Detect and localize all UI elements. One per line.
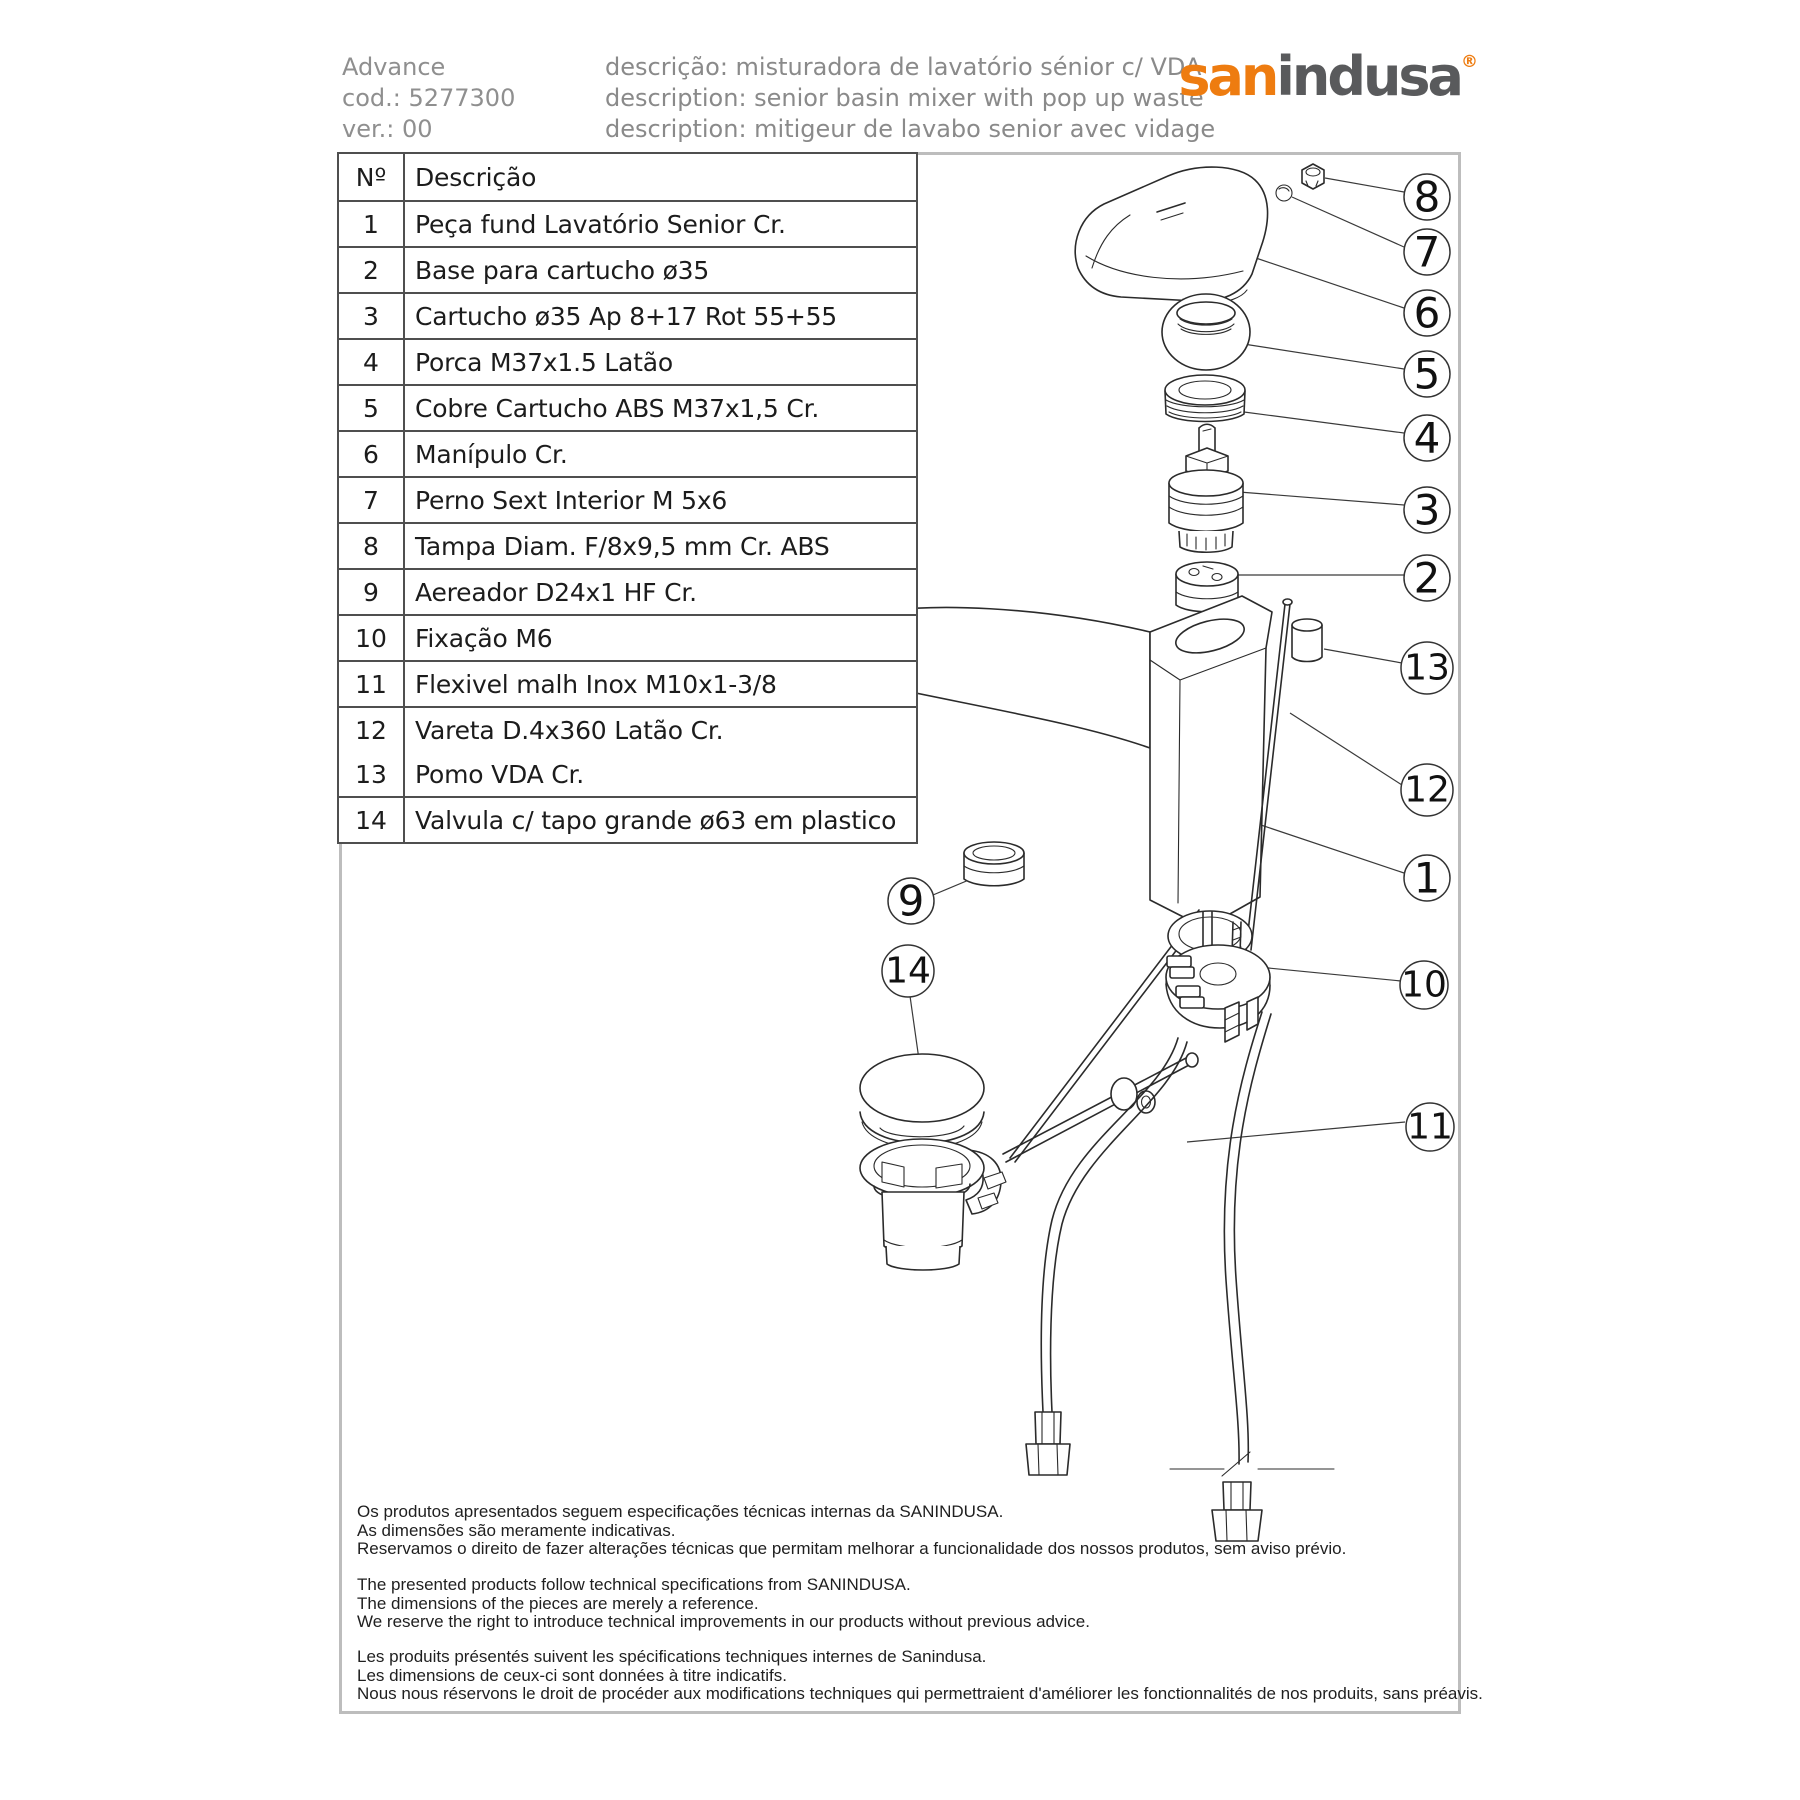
logo-text-orange: san bbox=[1178, 45, 1277, 108]
table-row bbox=[338, 293, 917, 339]
callout-5 bbox=[1404, 350, 1450, 399]
column-header-description: Descrição bbox=[404, 153, 917, 201]
product-name: Advance bbox=[342, 53, 446, 81]
table-row bbox=[338, 523, 917, 569]
part-description: Porca M37x1.5 Latão bbox=[404, 339, 917, 385]
svg-text:1: 1 bbox=[1413, 853, 1441, 903]
footer-notes-en bbox=[357, 1576, 1090, 1632]
footer-line: Les produits présentés suivent les spécifications techniques internes de Sanindusa. bbox=[357, 1647, 987, 1666]
part-description: Perno Sext Interior M 5x6 bbox=[404, 477, 917, 523]
table-row bbox=[338, 247, 917, 293]
callout-2 bbox=[1404, 554, 1450, 603]
table-row bbox=[338, 201, 917, 247]
part-description: Tampa Diam. F/8x9,5 mm Cr. ABS bbox=[404, 523, 917, 569]
part-7-pin-drawing bbox=[1276, 185, 1292, 201]
part-number: 3 bbox=[338, 293, 404, 339]
callout-10 bbox=[1400, 961, 1448, 1009]
part-14-popup-valve-drawing bbox=[860, 1054, 1006, 1270]
footer-line: Les dimensions de ceux-ci sont données à titre indicatifs. bbox=[357, 1665, 787, 1685]
column-header-number: Nº bbox=[338, 153, 404, 201]
table-row bbox=[338, 339, 917, 385]
callout-13 bbox=[1401, 642, 1453, 694]
footer-notes-fr bbox=[357, 1648, 1483, 1704]
logo-text-gray: indusa bbox=[1276, 45, 1461, 108]
callout-6 bbox=[1404, 289, 1450, 338]
parts-table bbox=[337, 152, 918, 844]
part-number: 9 bbox=[338, 569, 404, 615]
table-row bbox=[338, 569, 917, 615]
part-description: Manípulo Cr. bbox=[404, 431, 917, 477]
footer-line: We reserve the right to introduce technical improvements in our products without previous advice. bbox=[357, 1612, 1090, 1631]
table-row bbox=[338, 707, 917, 752]
part-description: Vareta D.4x360 Latão Cr. bbox=[404, 707, 917, 752]
part-number: 10 bbox=[338, 615, 404, 661]
part-description: Flexivel malh Inox M10x1-3/8 bbox=[404, 661, 917, 707]
callout-4 bbox=[1404, 414, 1450, 463]
part-number: 2 bbox=[338, 247, 404, 293]
table-row bbox=[338, 752, 917, 797]
part-description: Aereador D24x1 HF Cr. bbox=[404, 569, 917, 615]
description-en: description: senior basin mixer with pop up waste bbox=[605, 84, 1204, 112]
callout-11 bbox=[1406, 1103, 1454, 1151]
footer-notes-pt bbox=[357, 1503, 1346, 1559]
svg-text:13: 13 bbox=[1404, 647, 1450, 689]
svg-text:11: 11 bbox=[1407, 1106, 1453, 1148]
part-description: Cartucho ø35 Ap 8+17 Rot 55+55 bbox=[404, 293, 917, 339]
part-number: 1 bbox=[338, 201, 404, 247]
part-number: 4 bbox=[338, 339, 404, 385]
svg-text:10: 10 bbox=[1401, 964, 1447, 1006]
part-10-fixing-kit-drawing bbox=[1166, 911, 1270, 1042]
table-row bbox=[338, 797, 917, 843]
part-number: 12 bbox=[338, 707, 404, 752]
part-description: Base para cartucho ø35 bbox=[404, 247, 917, 293]
callout-8 bbox=[1404, 173, 1450, 222]
svg-text:8: 8 bbox=[1413, 172, 1441, 222]
product-code: cod.: 5277300 bbox=[342, 84, 516, 112]
part-description: Fixação M6 bbox=[404, 615, 917, 661]
svg-text:4: 4 bbox=[1413, 413, 1441, 463]
footer-line: As dimensões são meramente indicativas. bbox=[357, 1520, 676, 1540]
part-8-screw-drawing bbox=[1302, 164, 1324, 189]
callout-12 bbox=[1401, 764, 1453, 816]
table-row bbox=[338, 477, 917, 523]
registered-trademark-icon: ® bbox=[1461, 52, 1478, 72]
part-description: Pomo VDA Cr. bbox=[404, 752, 917, 797]
svg-text:6: 6 bbox=[1413, 288, 1441, 338]
part-11-hoses-drawing bbox=[1026, 1012, 1334, 1541]
footer-line: The presented products follow technical specifications from SANINDUSA. bbox=[357, 1575, 911, 1594]
callout-3 bbox=[1404, 486, 1450, 535]
table-row bbox=[338, 431, 917, 477]
callout-9 bbox=[888, 877, 934, 926]
svg-text:7: 7 bbox=[1413, 227, 1441, 277]
part-13-knob-drawing bbox=[1292, 619, 1322, 662]
table-row bbox=[338, 661, 917, 707]
part-description: Peça fund Lavatório Senior Cr. bbox=[404, 201, 917, 247]
part-number: 14 bbox=[338, 797, 404, 843]
product-version: ver.: 00 bbox=[342, 115, 433, 143]
table-row bbox=[338, 615, 917, 661]
description-fr: description: mitigeur de lavabo senior avec vidage bbox=[605, 115, 1216, 143]
svg-text:2: 2 bbox=[1413, 553, 1441, 603]
part-number: 13 bbox=[338, 752, 404, 797]
part-description: Cobre Cartucho ABS M37x1,5 Cr. bbox=[404, 385, 917, 431]
description-pt: descrição: misturadora de lavatório sénior c/ VDA bbox=[605, 53, 1202, 81]
svg-text:9: 9 bbox=[897, 876, 925, 926]
footer-line: Os produtos apresentados seguem especificações técnicas internas da SANINDUSA. bbox=[357, 1502, 1004, 1521]
svg-text:5: 5 bbox=[1413, 349, 1441, 399]
part-number: 11 bbox=[338, 661, 404, 707]
part-description: Valvula c/ tapo grande ø63 em plastico bbox=[404, 797, 917, 843]
callout-1 bbox=[1404, 854, 1450, 903]
part-number: 8 bbox=[338, 523, 404, 569]
svg-text:3: 3 bbox=[1413, 485, 1441, 535]
footer-line: The dimensions of the pieces are merely a reference. bbox=[357, 1593, 759, 1613]
footer-line: Reservamos o direito de fazer alterações técnicas que permitam melhorar a funcionalidade dos nossos produtos, sem aviso prévio. bbox=[357, 1539, 1347, 1558]
svg-text:12: 12 bbox=[1404, 769, 1450, 811]
part-3-cartridge-drawing bbox=[1169, 424, 1243, 552]
part-number: 5 bbox=[338, 385, 404, 431]
table-row bbox=[338, 385, 917, 431]
svg-text:14: 14 bbox=[885, 950, 931, 992]
part-5-cartridge-cover-drawing bbox=[1162, 294, 1250, 370]
part-4-nut-drawing bbox=[1165, 375, 1245, 422]
callout-14 bbox=[882, 945, 934, 997]
table-header-row bbox=[338, 153, 917, 201]
part-9-aerator-drawing bbox=[964, 842, 1024, 886]
callout-7 bbox=[1404, 228, 1450, 277]
part-number: 7 bbox=[338, 477, 404, 523]
part-6-handle-drawing bbox=[1075, 167, 1267, 304]
footer-line: Nous nous réservons le droit de procéder aux modifications techniques qui permettraient d'améliorer les fonctionnalités de nos produits, sans préavis. bbox=[357, 1684, 1483, 1703]
part-number: 6 bbox=[338, 431, 404, 477]
